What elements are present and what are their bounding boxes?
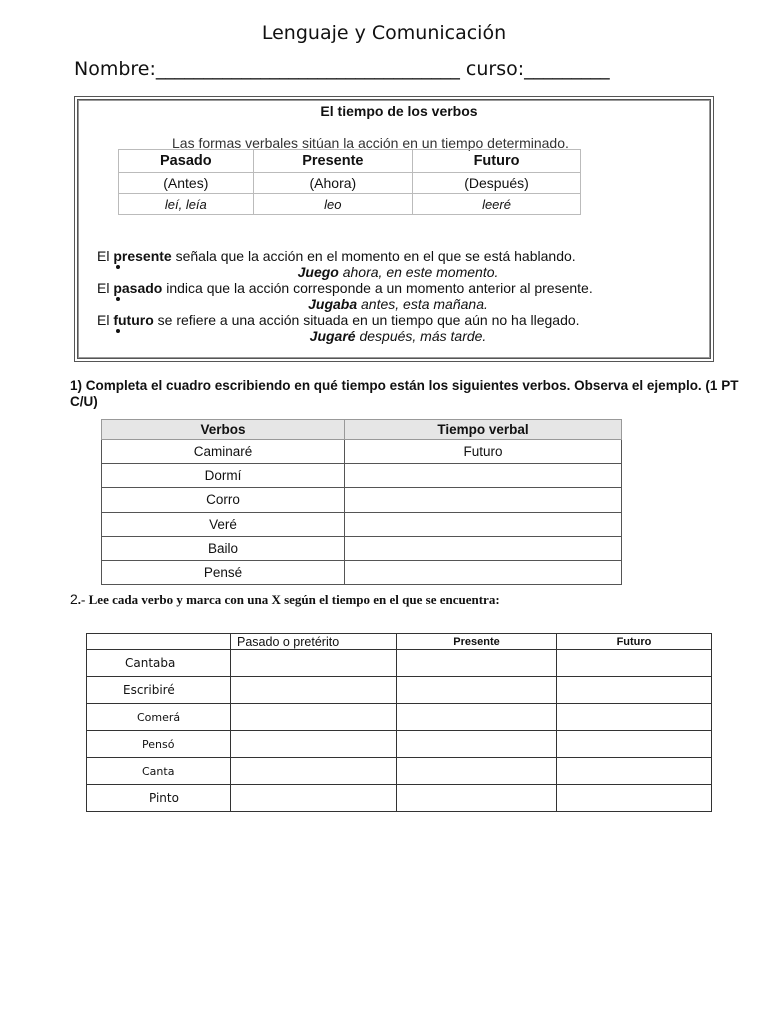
- mark-cell[interactable]: [557, 704, 712, 731]
- mark-cell[interactable]: [557, 731, 712, 758]
- verb-cell: Escribiré: [87, 677, 231, 704]
- mark-cell[interactable]: [231, 677, 397, 704]
- mark-cell[interactable]: [397, 677, 557, 704]
- table-row: [87, 650, 712, 677]
- tense-answer-cell[interactable]: [345, 560, 622, 584]
- mark-cell[interactable]: [231, 731, 397, 758]
- verbs-table: [101, 419, 622, 585]
- table-row: [87, 785, 712, 812]
- tense-header: Futuro: [413, 150, 581, 173]
- mark-cell[interactable]: [231, 785, 397, 812]
- tense-answer-cell[interactable]: [345, 464, 622, 488]
- mark-cell[interactable]: [397, 731, 557, 758]
- column-header: [87, 634, 231, 650]
- table-row: [102, 536, 622, 560]
- tense-example: leo: [253, 194, 412, 215]
- column-header: Pasado o pretérito: [231, 634, 397, 650]
- verb-cell: Pensé: [102, 560, 345, 584]
- example-line: Jugaré después, más tarde.: [309, 328, 487, 344]
- table-row: [87, 704, 712, 731]
- table-row: [102, 464, 622, 488]
- name-course-line: Nombre:________________________________ curso:_________: [74, 58, 610, 80]
- mark-cell[interactable]: [557, 650, 712, 677]
- table-row: [87, 634, 712, 650]
- tense-table: [118, 149, 581, 215]
- definition-line: El pasado indica que la acción corresponde a un momento anterior al presente.: [97, 280, 593, 296]
- table-row: [87, 677, 712, 704]
- example-line: Jugaba antes, esta mañana.: [308, 296, 488, 312]
- mark-cell[interactable]: [397, 785, 557, 812]
- mark-table: [86, 633, 712, 812]
- column-header: Verbos: [102, 420, 345, 440]
- table-row: [119, 194, 581, 215]
- table-row: [119, 173, 581, 194]
- table-row: [102, 420, 622, 440]
- column-header: Futuro: [557, 634, 712, 650]
- table-row: [102, 560, 622, 584]
- verb-cell: Dormí: [102, 464, 345, 488]
- tense-answer-cell[interactable]: [345, 536, 622, 560]
- column-header: Tiempo verbal: [345, 420, 622, 440]
- mark-cell[interactable]: [231, 650, 397, 677]
- tense-header: Pasado: [119, 150, 254, 173]
- verb-cell: Caminaré: [102, 440, 345, 464]
- question-2-text: 2.- Lee cada verbo y marca con una X según el tiempo en el que se encuentra:: [70, 591, 500, 607]
- column-header: Presente: [397, 634, 557, 650]
- definition-line: El futuro se refiere a una acción situada en un tiempo que aún no ha llegado.: [97, 312, 580, 328]
- table-row: [119, 150, 581, 173]
- tense-when: (Después): [413, 173, 581, 194]
- mark-cell[interactable]: [557, 677, 712, 704]
- tense-when: (Ahora): [253, 173, 412, 194]
- tense-answer-cell[interactable]: Futuro: [345, 440, 622, 464]
- info-title: El tiempo de los verbos: [320, 103, 478, 119]
- verb-cell: Bailo: [102, 536, 345, 560]
- info-intro: Las formas verbales sitúan la acción en un tiempo determinado.: [172, 135, 569, 151]
- mark-cell[interactable]: [231, 704, 397, 731]
- verb-cell: Veré: [102, 512, 345, 536]
- definition-line: El presente señala que la acción en el momento en el que se está hablando.: [97, 248, 576, 264]
- mark-cell[interactable]: [557, 785, 712, 812]
- table-row: [102, 488, 622, 512]
- verb-cell: Pinto: [87, 785, 231, 812]
- tense-answer-cell[interactable]: [345, 512, 622, 536]
- verb-cell: Cantaba: [87, 650, 231, 677]
- question-1-text: 1) Completa el cuadro escribiendo en qué tiempo están los siguientes verbos. Observa el ejemplo. (1 PT C/U): [70, 378, 739, 409]
- tense-example: leeré: [413, 194, 581, 215]
- verb-cell: Comerá: [87, 704, 231, 731]
- table-row: [102, 440, 622, 464]
- verb-cell: Canta: [87, 758, 231, 785]
- tense-when: (Antes): [119, 173, 254, 194]
- table-row: [102, 512, 622, 536]
- page-title: Lenguaje y Comunicación: [261, 22, 507, 44]
- mark-cell[interactable]: [397, 704, 557, 731]
- verb-cell: Corro: [102, 488, 345, 512]
- table-row: [87, 731, 712, 758]
- tense-example: leí, leía: [119, 194, 254, 215]
- mark-cell[interactable]: [397, 758, 557, 785]
- tense-answer-cell[interactable]: [345, 488, 622, 512]
- table-row: [87, 758, 712, 785]
- example-line: Juego ahora, en este momento.: [297, 264, 499, 280]
- verb-cell: Pensó: [87, 731, 231, 758]
- tense-header: Presente: [253, 150, 412, 173]
- mark-cell[interactable]: [397, 650, 557, 677]
- mark-cell[interactable]: [557, 758, 712, 785]
- mark-cell[interactable]: [231, 758, 397, 785]
